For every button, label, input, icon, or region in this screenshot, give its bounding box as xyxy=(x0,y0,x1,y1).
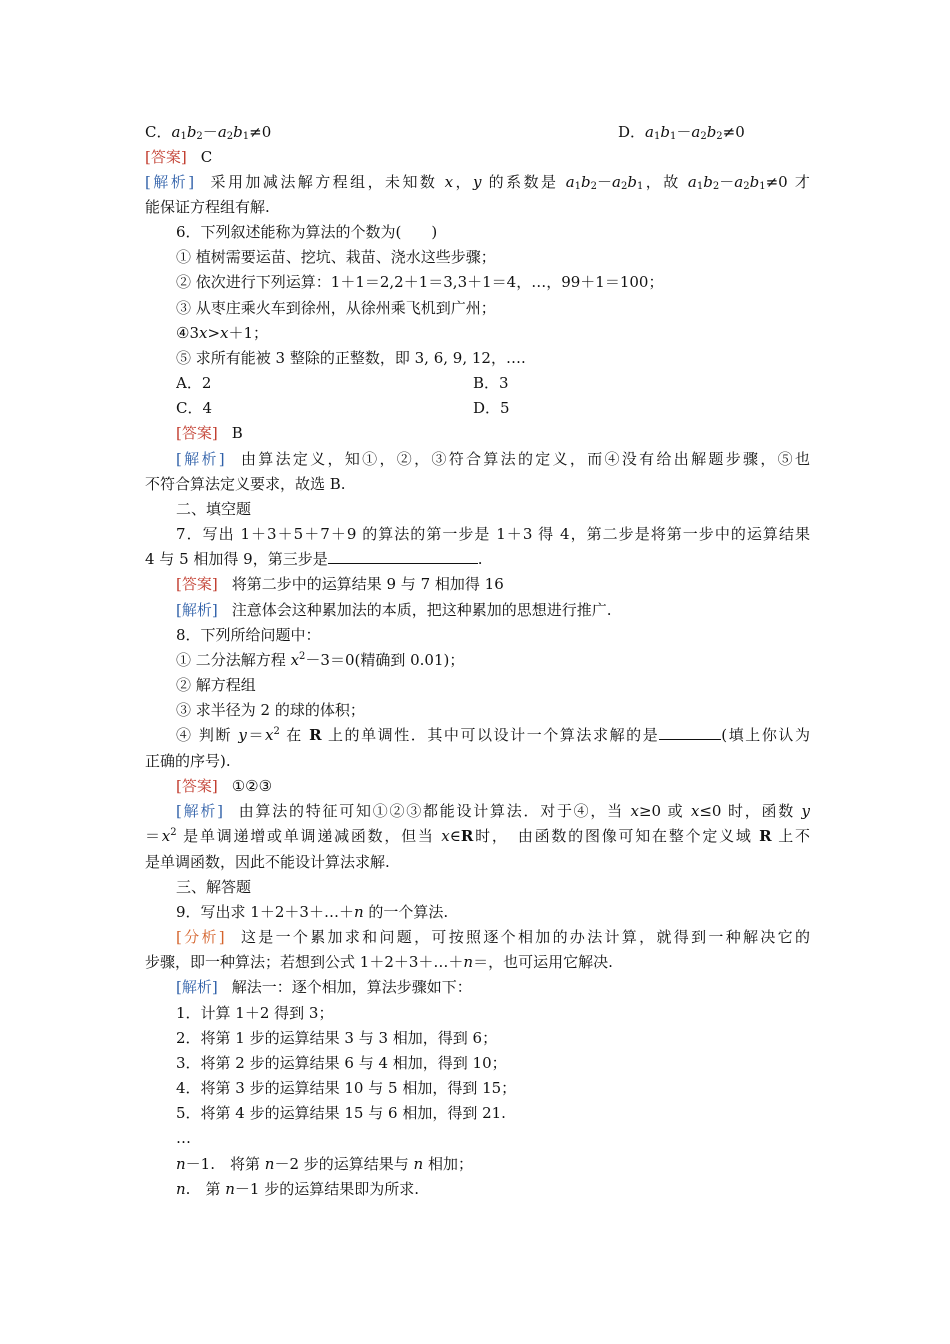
q8-item4-line1: ④ 判断 $y=x^2$ 在 R 上的单调性．其中可以设计一个算法求解的是 (填上你认为 xyxy=(176,723,810,748)
analysis-tag: [解析] xyxy=(176,978,218,996)
answer-tag: [答案] xyxy=(176,777,218,795)
q8-analysis-line1: [解析] 由算法的特征可知①②③都能设计算法．对于④，当 x≥0 或 x≤0 时，函数 y xyxy=(176,802,810,820)
q7-answer: [答案] 将第二步中的运算结果 9 与 7 相加得 16 xyxy=(176,575,504,593)
q9-hint-line2: 步骤，即一种算法；若想到公式 1＋2＋3＋…＋n＝，也可运用它解决. xyxy=(145,953,613,971)
q6-item1: ① 植树需要运苗、挖坑、栽苗、浇水这些步骤； xyxy=(176,248,496,266)
q9-step-4: 4．将第 3 步的运算结果 10 与 5 相加，得到 15； xyxy=(176,1079,517,1097)
analysis-tag: [解析] xyxy=(176,450,225,468)
q5-answer: [答案] C xyxy=(145,148,213,166)
q9-step-1: 1．计算 1＋2 得到 3； xyxy=(176,1004,334,1022)
q6-item3: ③ 从枣庄乘火车到徐州，从徐州乘飞机到广州； xyxy=(176,299,496,317)
section-heading-fill-in: 二、填空题 xyxy=(176,500,252,518)
q9-hint-line1: [分析] 这是一个累加求和问题，可按照逐个相加的办法计算，就得到一种解决它的 xyxy=(176,928,810,946)
q6-analysis-line1: [解析] 由算法定义，知①，②，③符合算法的定义，而④没有给出解题步骤，⑤也 xyxy=(176,450,810,468)
q9-step-3: 3．将第 2 步的运算结果 6 与 4 相加，得到 10； xyxy=(176,1054,507,1072)
q9-analysis-intro: [解析] 解法一：逐个相加，算法步骤如下： xyxy=(176,978,472,996)
q8-item2: ② 解方程组 xyxy=(176,676,256,694)
answer-tag: [答案] xyxy=(176,575,218,593)
q6-analysis-line2: 不符合算法定义要求，故选 B. xyxy=(145,475,346,493)
q6-option-a: A．2 xyxy=(176,374,212,392)
q6-option-d: D．5 xyxy=(473,399,510,417)
q6-item2: ② 依次进行下列运算：1＋1＝2,2＋1＝3,3＋1＝4，…，99＋1＝100； xyxy=(176,273,664,291)
section-heading-solutions: 三、解答题 xyxy=(176,878,252,896)
q5-analysis-line1: [解析] 采用加减法解方程组，未知数 x，y 的系数是 $a_1b_2-a_2b_1$，故 $a_1b_2-a_2b_1\ne 0$ 才 xyxy=(145,173,810,192)
q9-step-n: n. 第 n－1 步的运算结果即为所求. xyxy=(176,1180,419,1198)
q7-answer-blank xyxy=(328,547,478,564)
q8-item4-line2: 正确的序号). xyxy=(145,752,231,770)
q7-analysis: [解析] 注意体会这种累加法的本质，把这种累加的思想进行推广. xyxy=(176,601,612,619)
answer-tag: [答案] xyxy=(145,148,187,166)
q8-analysis-line3: 是单调函数，因此不能设计算法求解. xyxy=(145,853,390,871)
q9-step-5: 5．将第 4 步的运算结果 15 与 6 相加，得到 21. xyxy=(176,1104,506,1122)
q8-analysis-line2: $=x^2$ 是单调递增或单调递减函数，但当 x∈R时， 由函数的图像可知在整个定义域 R 上不 xyxy=(145,827,810,845)
answer-tag: [答案] xyxy=(176,424,218,442)
q8-answer-blank xyxy=(659,723,721,740)
q6-option-c: C．4 xyxy=(176,399,213,417)
q6-answer: [答案] B xyxy=(176,424,243,442)
q7-stem-line2: 4 与 5 相加得 9，第三步是 . xyxy=(145,547,810,572)
q5-option-d: D．$a_1b_1-a_2b_2\ne 0$ xyxy=(618,123,745,142)
q8-item3: ③ 求半径为 2 的球的体积； xyxy=(176,701,365,719)
q8-item1: ① 二分法解方程 $x^2-3=0$(精确到 0.01)； xyxy=(176,651,465,669)
q6-stem: 6．下列叙述能称为算法的个数为( ) xyxy=(176,223,438,241)
hint-tag: [分析] xyxy=(176,928,225,946)
q6-item5: ⑤ 求所有能被 3 整除的正整数，即 3, 6, 9, 12，…. xyxy=(176,349,526,367)
q6-options-ab xyxy=(176,371,810,396)
q6-options-cd xyxy=(176,396,810,421)
q5-options-row xyxy=(145,120,810,145)
q9-ellipsis: … xyxy=(176,1129,191,1147)
q8-answer: [答案] ①②③ xyxy=(176,777,273,795)
analysis-tag: [解析] xyxy=(145,173,195,191)
analysis-tag: [解析] xyxy=(176,601,218,619)
q6-item4: ④3x>x＋1； xyxy=(176,324,269,342)
q5-option-c: C．$a_1b_2-a_2b_1\ne 0$ xyxy=(145,123,272,142)
q5-analysis-line2: 能保证方程组有解. xyxy=(145,198,270,216)
q7-stem-line1: 7．写出 1＋3＋5＋7＋9 的算法的第一步是 1＋3 得 4，第二步是将第一步中的运算结果 xyxy=(176,525,810,543)
q9-step-n-minus-1: n－1. 将第 n－2 步的运算结果与 n 相加； xyxy=(176,1155,473,1173)
q6-option-b: B．3 xyxy=(473,374,509,392)
q8-stem: 8．下列所给问题中： xyxy=(176,626,321,644)
q9-step-2: 2．将第 1 步的运算结果 3 与 3 相加，得到 6； xyxy=(176,1029,498,1047)
analysis-tag: [解析] xyxy=(176,802,223,820)
q9-stem: 9．写出求 1＋2＋3＋…＋n 的一个算法. xyxy=(176,903,449,921)
